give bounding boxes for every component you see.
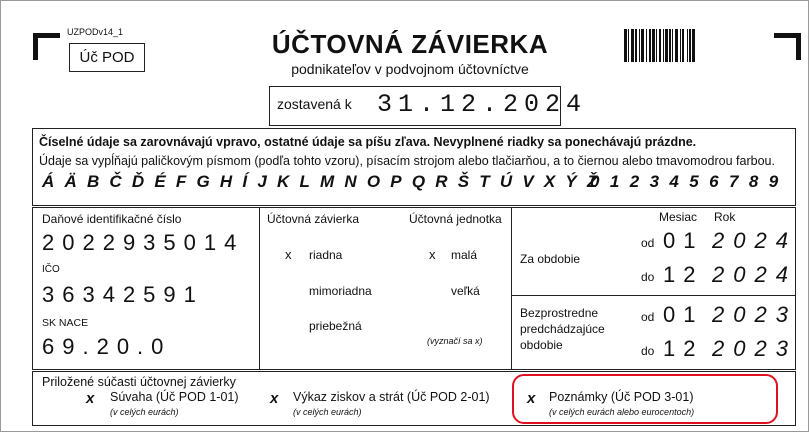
tax-id-label: Daňové identifikačné číslo: [42, 212, 182, 226]
previous-to-year: 2023: [712, 336, 797, 361]
highlight-oval: [512, 374, 778, 424]
previous-to-month: 12: [663, 336, 704, 361]
closing-type-option: priebežná: [309, 319, 362, 333]
unit-type-note: (vyznačí sa x): [427, 336, 483, 346]
attachment-note: (v celých eurách): [110, 407, 179, 417]
current-to-month: 12: [663, 262, 704, 287]
previous-from-year: 2023: [712, 302, 797, 327]
form-type-box: Úč POD: [69, 43, 145, 72]
unit-type-mark[interactable]: x: [429, 247, 436, 262]
attachment-mark[interactable]: x: [86, 390, 95, 407]
attachment-note: (v celých eurách): [293, 407, 362, 417]
barcode-icon: [624, 29, 768, 62]
instructions-text: Údaje sa vypĺňajú paličkovým písmom (podľa tohto vzoru), písacím strojom alebo tlačiarňou, a to čiernou alebo tmavomodrou farbou.: [39, 154, 775, 168]
previous-period-label: obdobie: [520, 338, 563, 352]
current-period-label: Za obdobie: [520, 252, 581, 266]
closing-type-header: Účtovná závierka: [267, 212, 360, 226]
year-column-header: Rok: [714, 210, 736, 224]
unit-type-option: malá: [451, 248, 478, 262]
to-label: do: [641, 270, 655, 284]
from-label: od: [641, 310, 655, 324]
previous-period-label: predchádzajúce: [520, 322, 605, 336]
instructions-bold: Číselné údaje sa zarovnávajú vpravo, ostatné údaje sa píšu zľava. Nevyplnené riadky sa ponechávajú prázdne.: [39, 135, 697, 149]
corner-mark-top-left: [33, 33, 60, 60]
tax-id-value: 2022935014: [42, 230, 245, 255]
ico-value: 36342591: [42, 282, 204, 307]
grid-divider: [511, 207, 512, 369]
attachment-mark[interactable]: x: [270, 390, 279, 407]
from-label: od: [641, 236, 655, 250]
corner-mark-top-right: [774, 33, 801, 60]
month-column-header: Mesiac: [659, 210, 698, 224]
grid-divider: [259, 207, 260, 369]
sample-digits: 0123456789: [590, 172, 789, 191]
to-label: do: [641, 344, 655, 358]
current-to-year: 2024: [712, 262, 797, 287]
grid-divider: [511, 295, 795, 296]
date-value: 31.12.2024: [377, 90, 588, 119]
attachment-label: Súvaha (Úč POD 1-01): [110, 390, 239, 404]
sk-nace-label: SK NACE: [42, 317, 89, 329]
date-label: zostavená k: [277, 96, 352, 112]
closing-type-mark[interactable]: x: [285, 247, 292, 262]
attachment-note: (v celých eurách alebo eurocentoch): [549, 407, 695, 417]
previous-period-label: Bezprostredne: [520, 306, 599, 320]
unit-type-option: veľká: [451, 284, 480, 298]
ico-label: IČO: [42, 264, 60, 275]
closing-type-option: mimoriadna: [309, 284, 372, 298]
sample-alphabet: ÁÄBČĎÉFGHÍJKLMNOPQRŠTÚVXÝŽ: [42, 172, 608, 191]
attachments-header: Priložené súčasti účtovnej závierky: [42, 375, 236, 389]
closing-type-option: riadna: [309, 248, 343, 262]
unit-type-header: Účtovná jednotka: [409, 212, 502, 226]
form-code: UZPODv14_1: [67, 27, 124, 37]
current-from-month: 01: [663, 228, 704, 253]
page-title: ÚČTOVNÁ ZÁVIERKA: [271, 29, 549, 59]
attachment-mark[interactable]: x: [527, 390, 536, 407]
attachment-label: Poznámky (Úč POD 3-01): [549, 390, 694, 404]
attachment-label: Výkaz ziskov a strát (Úč POD 2-01): [293, 390, 490, 404]
page-subtitle: podnikateľov v podvojnom účtovníctve: [291, 61, 529, 77]
previous-from-month: 01: [663, 302, 704, 327]
current-from-year: 2024: [712, 228, 797, 253]
sk-nace-value: 69.20.0: [42, 334, 172, 359]
